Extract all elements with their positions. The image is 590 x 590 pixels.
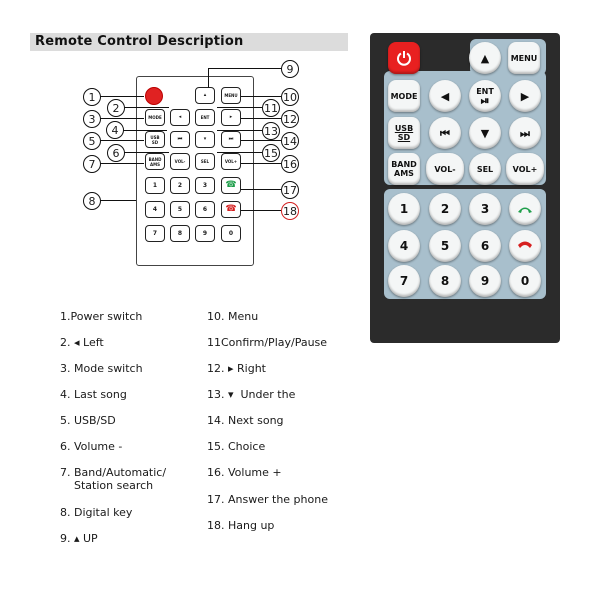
digit-5-label: 5 xyxy=(440,238,450,253)
right-arrow-icon: ▶ xyxy=(520,89,530,103)
remote-diagram xyxy=(136,76,254,266)
legend-item-17: 17. Answer the phone xyxy=(207,493,328,506)
digit-7-label: 7 xyxy=(399,273,409,288)
diagram-ent-label: ENT xyxy=(200,115,210,120)
legend-item-11: 11Confirm/Play/Pause xyxy=(207,336,328,349)
callout-14: 14 xyxy=(281,132,299,150)
callout-8: 8 xyxy=(83,192,101,210)
callout-7: 7 xyxy=(83,155,101,173)
legend-item-12: 12. ▸ Right xyxy=(207,362,266,375)
page-title: Remote Control Description xyxy=(35,34,244,49)
diagram-answer-icon: ☎ xyxy=(221,177,241,194)
digit-6-button[interactable] xyxy=(469,230,501,262)
callout-6: 6 xyxy=(107,144,125,162)
callout-9: 9 xyxy=(281,60,299,78)
prev-track-icon: ⏮ xyxy=(440,126,450,140)
remote-photo xyxy=(370,33,560,343)
digit-8-label: 8 xyxy=(440,273,450,288)
diagram-digit-7: 7 xyxy=(145,225,165,242)
digit-0-button[interactable] xyxy=(509,265,541,297)
digit-9-button[interactable] xyxy=(469,265,501,297)
diagram-hangup-icon: ☎ xyxy=(221,201,241,218)
vol-plus-button[interactable]: VOL+ xyxy=(506,153,544,185)
sel-button[interactable]: SEL xyxy=(469,153,501,185)
diagram-up-button: ▴ xyxy=(195,87,215,104)
legend-item-9: 9. ▴ UP xyxy=(60,532,98,545)
vol-minus-button[interactable]: VOL- xyxy=(426,153,464,185)
diagram-prev-button: ⏮ xyxy=(170,131,190,148)
diagram-left-button: ◂ xyxy=(170,109,190,126)
legend-item-16: 16. Volume + xyxy=(207,466,282,479)
right-button[interactable] xyxy=(509,80,541,112)
ent-play-pause-button[interactable] xyxy=(469,80,501,112)
hang-up-button[interactable] xyxy=(509,230,541,262)
digit-3-button[interactable] xyxy=(469,193,501,225)
legend-item-7: 7. Band/Automatic/ Station search xyxy=(60,466,167,492)
menu-button[interactable]: MENU xyxy=(508,42,540,74)
diagram-digit-3: 3 xyxy=(195,177,215,194)
power-button[interactable] xyxy=(388,42,420,74)
callout-12: 12 xyxy=(281,110,299,128)
diagram-digit-0: 0 xyxy=(221,225,241,242)
digit-8-button[interactable] xyxy=(429,265,461,297)
digit-5-button[interactable] xyxy=(429,230,461,262)
legend-item-6: 6. Volume - xyxy=(60,440,123,453)
legend-item-4: 4. Last song xyxy=(60,388,127,401)
left-arrow-icon: ◀ xyxy=(440,89,450,103)
phone-hangup-icon xyxy=(516,240,534,252)
diagram-band-button: BAND AMS xyxy=(145,153,165,170)
diagram-next-button: ⏭ xyxy=(221,131,241,148)
prev-track-button[interactable] xyxy=(429,117,461,149)
legend-item-15: 15. Choice xyxy=(207,440,266,453)
answer-call-button[interactable] xyxy=(509,193,541,225)
down-arrow-icon: ▼ xyxy=(480,126,490,140)
legend-item-2: 2. ◂ Left xyxy=(60,336,104,349)
legend-item-3: 3. Mode switch xyxy=(60,362,143,375)
diagram-digit-9: 9 xyxy=(195,225,215,242)
callout-13: 13 xyxy=(262,122,280,140)
callout-3: 3 xyxy=(83,110,101,128)
legend-item-10: 10. Menu xyxy=(207,310,259,323)
digit-7-button[interactable] xyxy=(388,265,420,297)
diagram-digit-1: 1 xyxy=(145,177,165,194)
callout-11: 11 xyxy=(262,99,280,117)
callout-1: 1 xyxy=(83,88,101,106)
digit-0-label: 0 xyxy=(520,273,530,288)
diagram-vol-minus-button: VOL- xyxy=(170,153,190,170)
power-icon xyxy=(395,49,413,67)
digit-6-label: 6 xyxy=(480,238,490,253)
digit-2-label: 2 xyxy=(440,201,450,216)
diagram-sel-button: SEL xyxy=(195,153,215,170)
callout-16: 16 xyxy=(281,155,299,173)
band-ams-button[interactable]: BAND AMS xyxy=(388,153,420,185)
phone-answer-icon xyxy=(516,203,534,215)
callout-17: 17 xyxy=(281,181,299,199)
ent-label: ENT xyxy=(476,87,494,96)
digit-9-label: 9 xyxy=(480,273,490,288)
callout-10: 10 xyxy=(281,88,299,106)
diagram-digit-4: 4 xyxy=(145,201,165,218)
digit-4-label: 4 xyxy=(399,238,409,253)
up-button[interactable] xyxy=(469,42,501,74)
diagram-menu-button: MENU xyxy=(221,87,241,104)
diagram-right-button: ▸ xyxy=(221,109,241,126)
callout-15: 15 xyxy=(262,144,280,162)
usb-sd-button[interactable]: USB SD xyxy=(388,117,420,149)
diagram-mode-button: MODE xyxy=(145,109,165,126)
digit-4-button[interactable] xyxy=(388,230,420,262)
legend-item-18: 18. Hang up xyxy=(207,519,275,532)
digit-1-button[interactable] xyxy=(388,193,420,225)
diagram-digit-2: 2 xyxy=(170,177,190,194)
diagram-digit-5: 5 xyxy=(170,201,190,218)
up-arrow-icon: ▲ xyxy=(480,51,490,65)
left-button[interactable] xyxy=(429,80,461,112)
legend-item-1: 1.Power switch xyxy=(60,310,143,323)
legend-item-5: 5. USB/SD xyxy=(60,414,116,427)
callout-4: 4 xyxy=(106,121,124,139)
down-button[interactable] xyxy=(469,117,501,149)
callout-18: 18 xyxy=(281,202,299,220)
next-track-icon: ⏭ xyxy=(520,126,530,140)
diagram-ent-button xyxy=(195,109,215,126)
diagram-vol-plus-button: VOL+ xyxy=(221,153,241,170)
callout-5: 5 xyxy=(83,132,101,150)
diagram-digit-6: 6 xyxy=(195,201,215,218)
diagram-usb-button: USB SD xyxy=(145,131,165,148)
digit-1-label: 1 xyxy=(399,201,409,216)
play-pause-icon: ⏯ xyxy=(480,94,490,107)
legend-item-14: 14. Next song xyxy=(207,414,284,427)
digit-2-button[interactable] xyxy=(429,193,461,225)
diagram-digit-8: 8 xyxy=(170,225,190,242)
legend-item-8: 8. Digital key xyxy=(60,506,133,519)
next-track-button[interactable] xyxy=(509,117,541,149)
callout-2: 2 xyxy=(107,99,125,117)
digit-3-label: 3 xyxy=(480,201,490,216)
mode-button[interactable]: MODE xyxy=(388,80,420,112)
diagram-down-button: ▾ xyxy=(195,131,215,148)
legend-item-13: 13. ▾ Under the xyxy=(207,388,296,401)
diagram-power-button xyxy=(145,87,163,105)
